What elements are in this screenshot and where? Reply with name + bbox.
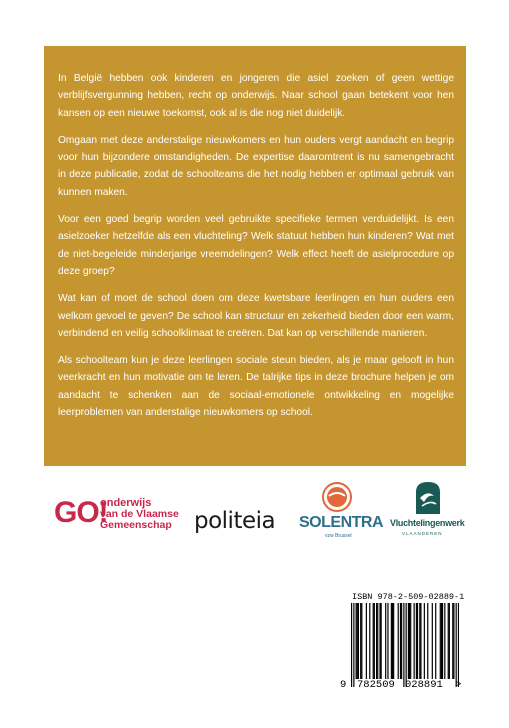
go-logo-line-1: onderwijs <box>100 497 152 509</box>
blurb-paragraph-2: Omgaan met deze anderstalige nieuwkomers en hun ouders vergt aandacht en begrip voor hun bijzondere omstandigheden. De expertise daaromtrent is nu samengebracht in deze publicatie, zodat de schoolteams die het nodig hebben er optimaal gebruik van kunnen maken. <box>58 134 454 198</box>
barcode-bar <box>420 603 421 679</box>
barcode-bar <box>400 603 401 679</box>
barcode-digits-right: 028891 <box>405 679 443 691</box>
barcode-bar <box>444 603 445 679</box>
vluchtelingenwerk-emblem-icon <box>390 480 466 516</box>
solentra-wordmark: SOLENTRA <box>299 514 383 531</box>
barcode-bar <box>456 603 457 687</box>
partner-logos <box>44 478 466 548</box>
barcode-bar <box>361 603 362 679</box>
solentra-subtitle: vzw Brussel <box>325 533 352 539</box>
barcode-bar <box>406 603 407 687</box>
barcode-bar <box>449 603 450 679</box>
barcode-bar <box>424 603 425 679</box>
barcode-bar <box>453 603 454 679</box>
barcode-bar <box>377 603 378 679</box>
barcode-bar <box>391 603 392 679</box>
barcode-bar <box>369 603 370 679</box>
barcode-bar <box>366 603 367 679</box>
barcode-bar <box>435 603 436 679</box>
blurb-paragraph-4: Wat kan of moet de school doen om deze kwetsbare leerlingen en hun ouders een welkom gevoel te geven? De school kan structuur en zekerheid bieden door een warm, verbindend en veilig schoolklimaat te creëren. Dat kan op verschillende manieren. <box>58 293 454 339</box>
barcode-bar <box>381 603 382 679</box>
barcode-bar <box>353 603 354 687</box>
barcode-bar <box>409 603 410 679</box>
vluchtelingenwerk-logo <box>390 480 466 546</box>
barcode-bar <box>442 603 443 679</box>
barcode-quiet-zone-arrow: > <box>455 679 462 691</box>
barcode-bar <box>441 603 442 679</box>
barcode-bar <box>398 603 399 679</box>
barcode-bar <box>392 603 393 679</box>
barcode-bar <box>408 603 409 679</box>
blurb <box>58 70 454 431</box>
barcode-bar <box>376 603 377 679</box>
go-logo-line-3: Gemeenschap <box>100 519 172 531</box>
vluchtelingenwerk-subtitle: VLAANDEREN <box>402 531 443 536</box>
barcode-bar <box>379 603 380 679</box>
blurb-paragraph-1: In België hebben ook kinderen en jongeren die asiel zoeken of geen wettige verblijfsvergunning hebben, recht op onderwijs. Naar school gaan betekent voor hen kansen op een nieuwe toekomst, ook al is die nog niet duidelijk. <box>58 73 454 119</box>
barcode-bar <box>410 603 411 679</box>
isbn-text: ISBN 978-2-509-02889-1 <box>352 592 465 602</box>
go-onderwijs-logo <box>54 496 182 540</box>
vluchtelingenwerk-wordmark: Vluchtelingenwerk <box>390 518 465 528</box>
barcode-first-digit: 9 <box>340 679 347 691</box>
barcode-bar <box>393 603 394 679</box>
barcode-bar <box>427 603 428 679</box>
barcode-bar <box>401 603 402 679</box>
barcode-bar <box>414 603 415 679</box>
back-cover-text-panel <box>44 46 466 466</box>
barcode-bar <box>419 603 420 679</box>
barcode-bar <box>452 603 453 679</box>
solentra-logo <box>299 482 383 546</box>
barcode-bar <box>432 603 433 679</box>
barcode-bar <box>357 603 358 679</box>
blurb-paragraph-5: Als schoolteam kun je deze leerlingen sociale steun bieden, als je maar gelooft in hun veerkracht en hun motivatie om te leren. De talrijke tips in deze brochure helpen je om aandacht te schenken aan de sociaal-emotionele ontwikkeling en mogelijke leerproblemen van anderstalige nieuwkomers op school. <box>58 355 454 419</box>
isbn-barcode <box>340 592 468 704</box>
go-logo-text <box>100 498 179 531</box>
barcode-bar <box>356 603 357 679</box>
barcode-bar <box>373 603 374 679</box>
blurb-paragraph-3: Voor een goed begrip worden veel gebruikte specifieke termen verduidelijkt. Is een asielzoeker hetzelfde als een vluchteling? Welk statuut hebben hun kinderen? Wat met de niet-begeleide minderjarige vreemdelingen? Welk effect heeft de asielprocedure op deze groep? <box>58 214 454 277</box>
barcode-bar <box>416 603 417 679</box>
barcode-bar <box>385 603 386 679</box>
barcode-bars <box>351 603 459 687</box>
go-logo-line-2: van de Vlaamse <box>100 508 179 520</box>
barcode-bar <box>417 603 418 679</box>
go-logo-mark: GO! <box>54 496 108 529</box>
politeia-logo: politeia <box>194 508 276 534</box>
barcode-bar <box>403 603 404 687</box>
barcode-bar <box>358 603 359 679</box>
barcode-bar <box>387 603 388 679</box>
barcode-digits-left: 782509 <box>357 679 395 691</box>
barcode-bar <box>374 603 375 679</box>
barcode-bar <box>351 603 352 687</box>
barcode-bar <box>448 603 449 679</box>
barcode-bar <box>360 603 361 679</box>
barcode-bar <box>458 603 459 687</box>
barcode-bar <box>440 603 441 679</box>
solentra-emblem-icon <box>299 482 375 516</box>
